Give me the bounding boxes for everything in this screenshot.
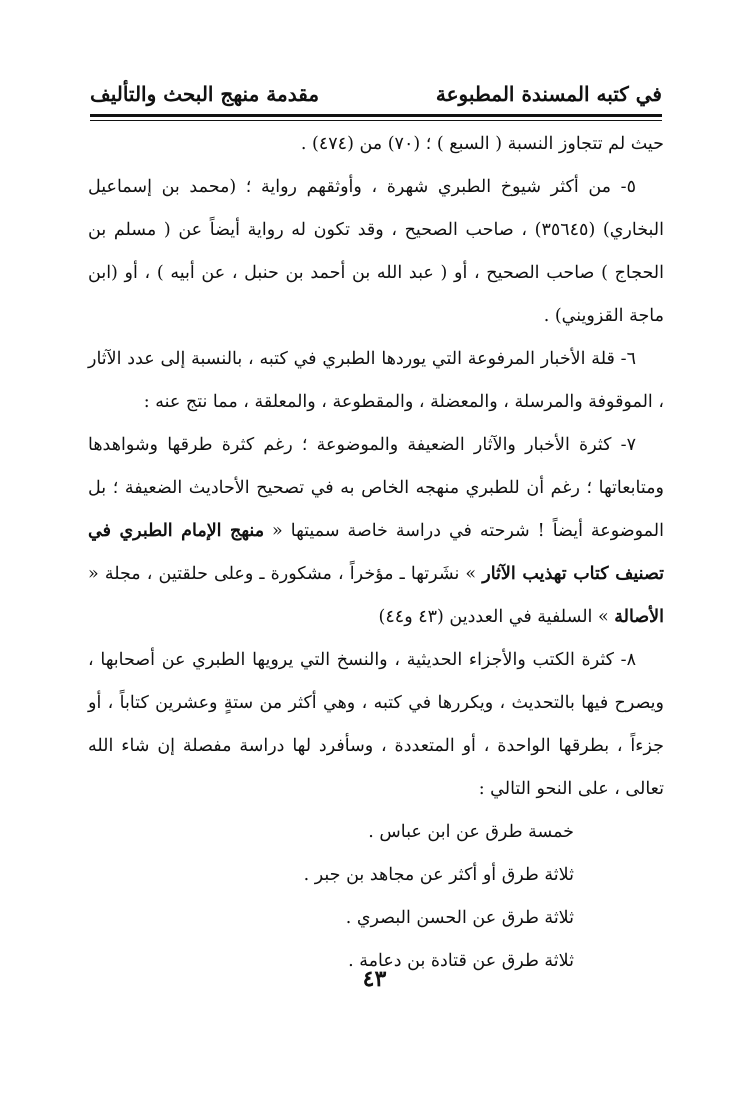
header-rule-thick: [90, 114, 662, 117]
paragraph-7-text-1: ٧- كثرة الأخبار والآثار الضعيفة والموضوعة ؛ رغم كثرة طرقها وشواهدها ومتابعاتها ؛ رغم أن للطبري منهجه الخاص به في تصحيح الأحاديث الضعيفة ؛ بل الموضوعة أيضاً ! شرحته في دراسة خاصة سميتها «: [88, 435, 664, 541]
study-title-bold: منهج الإمام الطبري في تصنيف كتاب تهذيب الآثار: [88, 521, 664, 584]
list-item: ثلاثة طرق أو أكثر عن مجاهد بن جبر .: [303, 865, 574, 885]
paragraph-7-text-3: » السلفية في العددين (٤٣ و٤٤): [378, 607, 615, 627]
list-item: خمسة طرق عن ابن عباس .: [368, 822, 574, 842]
list-item: ثلاثة طرق عن قتادة بن دعامة .: [348, 951, 574, 971]
paragraph-7: [88, 424, 664, 639]
paragraph-7-text-2: » نشَرتها ـ مؤخراً ، مشكورة ـ وعلى حلقتين ، مجلة «: [88, 564, 483, 584]
journal-name-bold: الأصالة: [614, 607, 664, 627]
paragraph-8: ٨- كثرة الكتب والأجزاء الحديثية ، والنسخ التي يرويها الطبري عن أصحابها ، ويصرح فيها بالتحديث ، ويكررها في كتبه ، وهي أكثر من ستةٍ وعشرين كتاباً ، أو جزءاً ، بطرقها الواحدة ، أو المتعددة ، وسأفرد لها دراسة مفصلة إن شاء الله تعالى ، على النحو التالي :: [88, 650, 664, 799]
header-left-title: مقدمة منهج البحث والتأليف: [90, 82, 320, 106]
paragraph-5: ٥- من أكثر شيوخ الطبري شهرة ، وأوثقهم رواية ؛ (محمد بن إسماعيل البخاري) (٣٥٦٤٥) ، صاحب الصحيح ، وقد تكون له رواية أيضاً عن ( مسلم بن الحجاج ) صاحب الصحيح ، أو ( عبد الله بن أحمد بن حنبل ، عن أبيه ) ، أو (ابن ماجة القزويني) .: [88, 177, 664, 326]
header-right-title: في كتبه المسندة المطبوعة: [435, 82, 662, 106]
paragraph-6: ٦- قلة الأخبار المرفوعة التي يوردها الطبري في كتبه ، بالنسبة إلى عدد الآثار ، الموقوفة والمرسلة ، والمعضلة ، والمقطوعة ، والمعلقة ، مما نتج عنه :: [88, 349, 664, 412]
page-number: ٤٣: [362, 966, 387, 992]
body-text: [88, 123, 664, 983]
header-rule-thin: [90, 120, 662, 121]
running-header: [90, 74, 662, 114]
continued-line: حيث لم تتجاوز النسبة ( السبع ) ؛ (٧٠) من (٤٧٤) .: [300, 134, 664, 154]
list-item: ثلاثة طرق عن الحسن البصري .: [345, 908, 574, 928]
